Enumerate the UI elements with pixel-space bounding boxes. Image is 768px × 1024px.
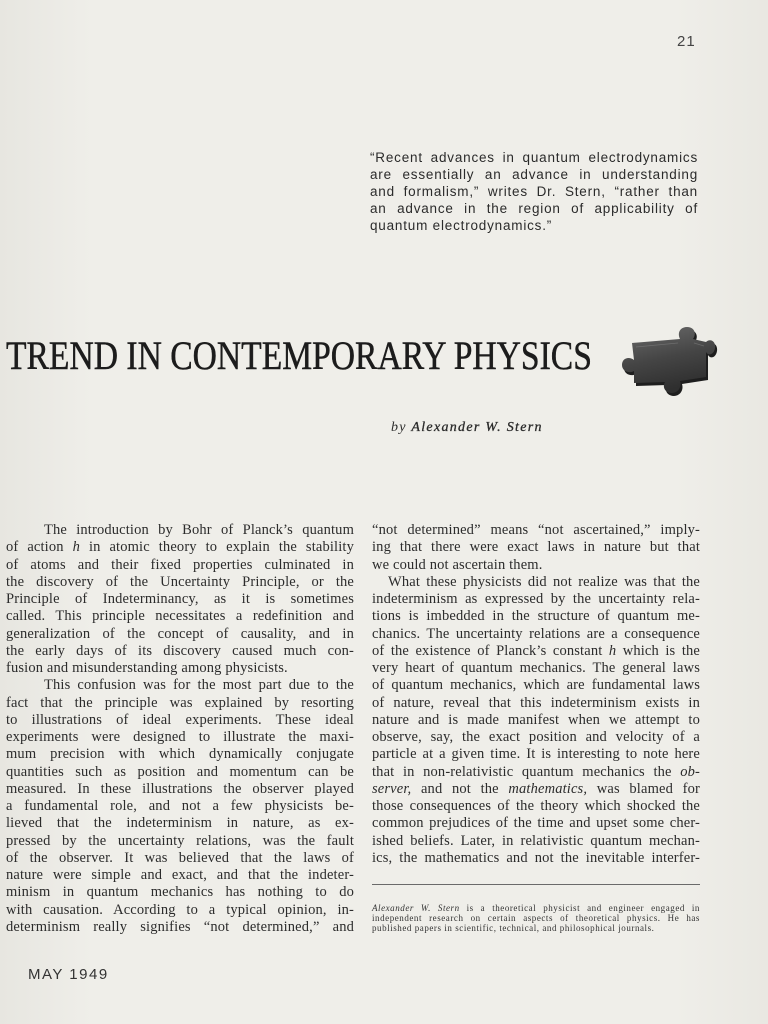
body-text-line: ished beliefs. Later, in relativistic quantum mechan-: [372, 832, 700, 849]
body-text-line: measured. In these illustrations the observer played: [6, 780, 354, 797]
body-text-line: tions is imbedded in the structure of quantum me-: [372, 608, 700, 625]
body-text-line: fusion and misunderstanding among physicists.: [6, 660, 288, 676]
paragraph: [372, 903, 700, 933]
pull-quote-line: “Recent advances in quantum electrodynamics: [370, 150, 698, 165]
paragraph: [6, 522, 354, 677]
text-segment: of the existence of Planck’s constant: [372, 642, 609, 659]
body-text-line: quantities such as position and momentum can be: [6, 763, 354, 780]
body-text-line: [372, 781, 700, 798]
body-text-line: mum precision with which dynamically conjugate: [6, 746, 354, 763]
italic-text: server,: [372, 780, 412, 797]
article-title: TREND IN CONTEMPORARY PHYSICS: [6, 333, 592, 378]
text-segment: which is the: [616, 642, 700, 659]
text-segment: and not the: [411, 780, 509, 797]
pull-quote-line: are essentially an advance in understanding: [370, 167, 698, 182]
body-text-line: the discovery of the Uncertainty Principle, or the: [6, 573, 354, 590]
pull-quote-line: and formalism,” writes Dr. Stern, “rather than: [370, 184, 698, 199]
body-text-line: chanics. The uncertainty relations are a consequence: [372, 625, 700, 642]
italic-text: h: [608, 642, 617, 659]
italic-text: Alexander W. Stern: [372, 903, 460, 913]
author-name: Alexander W. Stern: [411, 420, 543, 435]
body-text-line: of atoms and their fixed properties culminated in: [6, 556, 354, 573]
italic-text: mathematics,: [508, 780, 588, 797]
body-text-line: nature were simple and exact, and that the indeter-: [6, 867, 354, 883]
body-text-line: pressed by the uncertainty relations, was the fault: [6, 832, 354, 849]
body-text-line: [372, 643, 700, 660]
body-text-line: those consequences of the theory which shocked the: [372, 798, 700, 814]
body-text-line: to illustrations of ideal experiments. These ideal: [6, 711, 354, 728]
body-text-line: minism in quantum mechanics has nothing to do: [6, 884, 354, 901]
footnote-line: [372, 903, 700, 913]
body-column-left: [6, 522, 354, 936]
issue-date: MAY 1949: [28, 966, 109, 983]
paragraph: [372, 522, 700, 574]
paragraph: [6, 677, 354, 936]
body-text-line: of the observer. It was believed that the laws of: [6, 849, 354, 866]
body-text-line: “not determined” means “not ascertained,” imply-: [372, 522, 700, 538]
body-text-line: [372, 764, 700, 781]
author-footnote: [372, 903, 700, 933]
footnote-line: independent research on certain aspects of theoretical physics. He has: [372, 913, 700, 923]
body-text-line: called. This principle necessitates a redefinition and: [6, 608, 354, 625]
italic-text: h: [72, 539, 80, 556]
footnote-divider: [372, 884, 700, 885]
body-text-line: with causation. According to a typical opinion, in-: [6, 901, 354, 918]
body-text-line: lieved that the indeterminism in nature, as ex-: [6, 815, 354, 832]
body-text-line: the early days of its discovery caused much con-: [6, 642, 354, 659]
puzzle-piece-graphic: [620, 325, 718, 399]
body-text-line: experiments were designed to illustrate the maxi-: [6, 729, 354, 745]
text-segment: that in non-relativistic quantum mechanics the: [372, 763, 681, 780]
paragraph: [370, 149, 698, 234]
title-block: [6, 334, 704, 378]
body-text-line: observe, say, the exact position and velocity of a: [372, 729, 700, 745]
body-text-line: we could not ascertain them.: [372, 556, 543, 573]
italic-text: ob-: [680, 763, 700, 780]
text-segment: in atomic theory to explain the stability: [80, 539, 354, 556]
body-text-line: of quantum mechanics, which are fundamental laws: [372, 677, 700, 694]
body-text-line: ing that there were exact laws in nature but that: [372, 539, 700, 556]
body-text-line: Principle of Indeterminancy, as it is sometimes: [6, 591, 354, 607]
page-number: 21: [677, 33, 696, 50]
body-text-line: indeterminism as expressed by the uncertainty rela-: [372, 591, 700, 607]
text-segment: was blamed for: [587, 780, 700, 797]
body-text-line: generalization of the concept of causality, and in: [6, 625, 354, 642]
body-text-line: This confusion was for the most part due to the: [44, 677, 354, 694]
body-text-line: What these physicists did not realize was that the: [388, 573, 700, 590]
body-text-line: determinism really signifies “not determined,” and: [6, 918, 354, 935]
body-text-line: very heart of quantum mechanics. The general laws: [372, 660, 700, 676]
byline-prefix: by: [391, 420, 407, 435]
text-segment: is a theoretical physicist and engineer engaged in: [459, 903, 700, 913]
puzzle-piece-icon: [620, 325, 718, 399]
body-text-line: of nature, reveal that this indeterminism exists in: [372, 694, 700, 711]
byline: [391, 419, 543, 437]
text-segment: of action: [6, 539, 73, 556]
pull-quote: [370, 149, 698, 234]
body-text-line: particle at a given time. It is interesting to note here: [372, 746, 700, 763]
body-column-right: [372, 522, 700, 867]
body-text-line: ics, the mathematics and not the inevitable interfer-: [372, 849, 700, 866]
body-text-line: [6, 539, 354, 556]
body-text-line: nature and is made manifest when we attempt to: [372, 711, 700, 728]
paragraph: [372, 574, 700, 867]
body-text-line: a fundamental role, and not a few physicists be-: [6, 798, 354, 814]
pull-quote-line: quantum electrodynamics.”: [370, 218, 553, 233]
body-text-line: fact that the principle was explained by resorting: [6, 694, 354, 711]
pull-quote-line: an advance in the region of applicability of: [370, 201, 698, 216]
body-text-line: common prejudices of the time and upset some cher-: [372, 815, 700, 832]
body-text-line: The introduction by Bohr of Planck’s quantum: [44, 522, 354, 538]
footnote-line: published papers in scientific, technical, and philosophical journals.: [372, 923, 655, 933]
